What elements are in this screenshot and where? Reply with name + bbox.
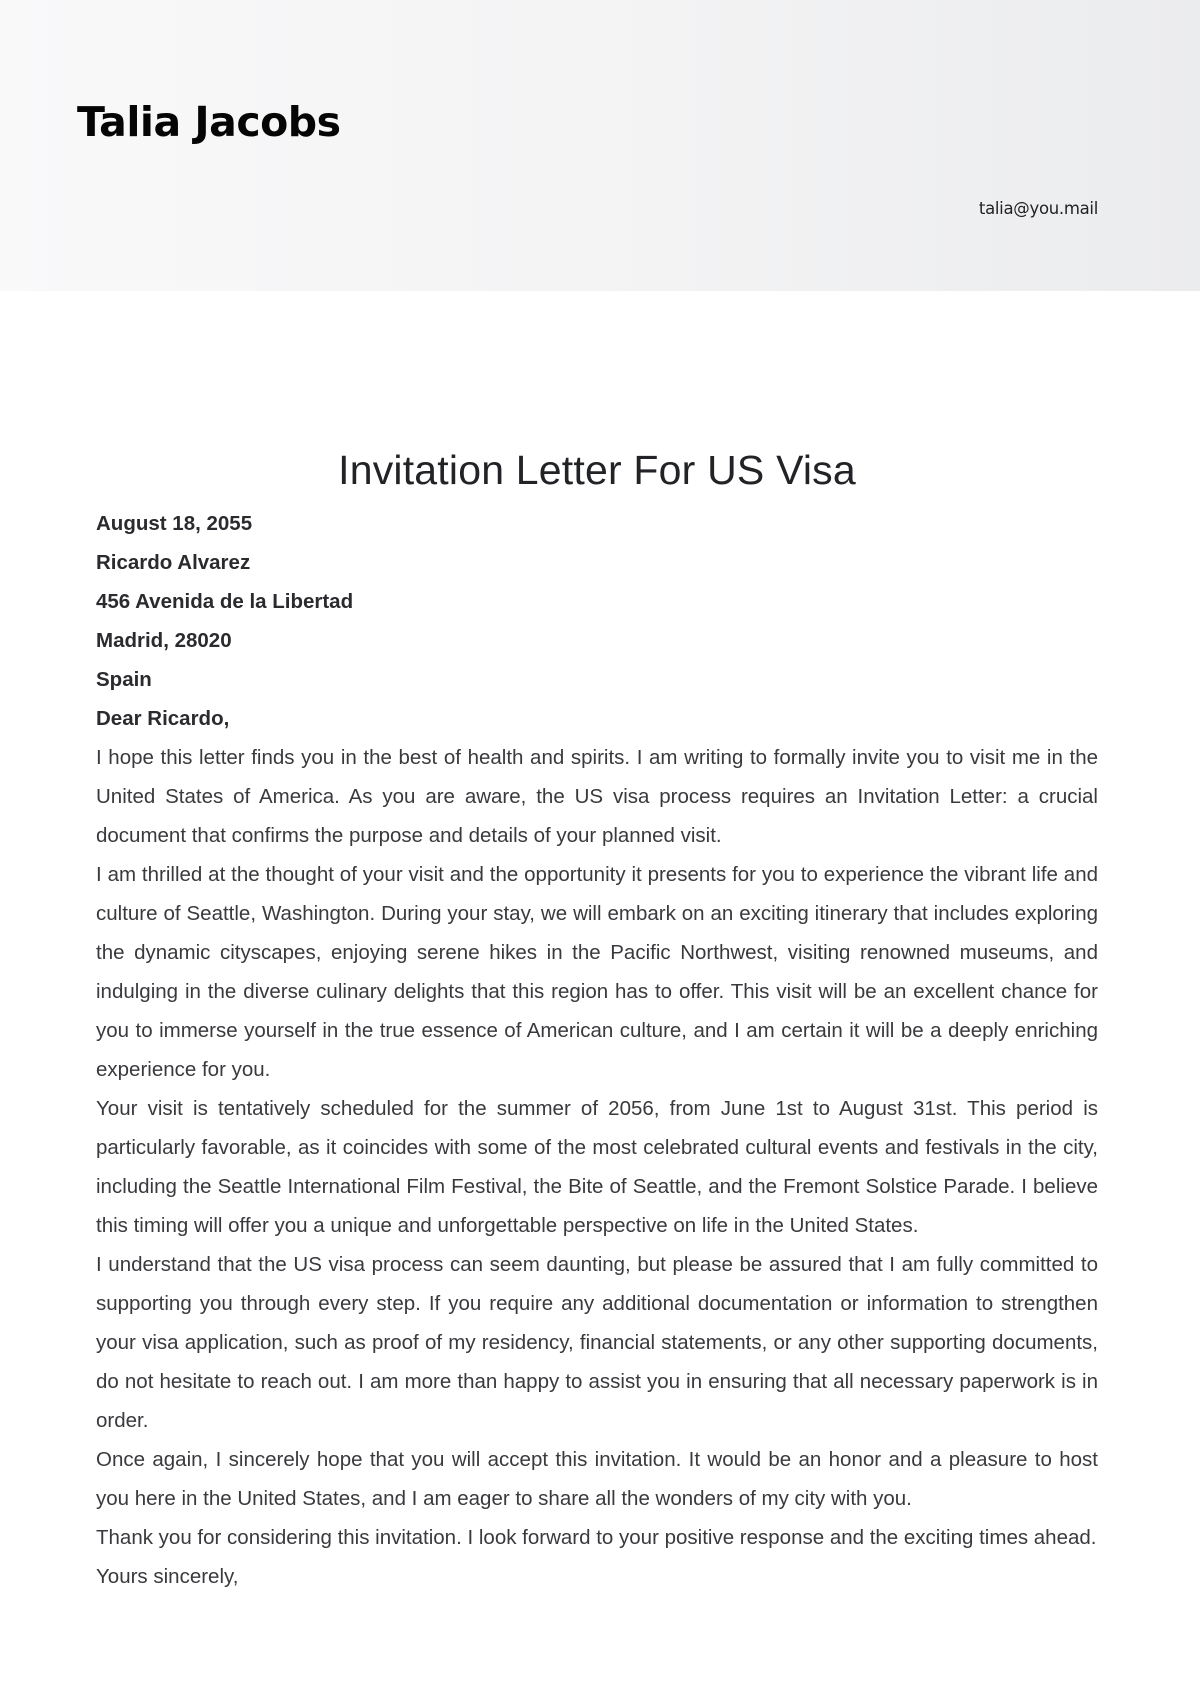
closing: Yours sincerely, (96, 1565, 239, 1588)
letter-body (96, 440, 1098, 1596)
recipient-street: 456 Avenida de la Libertad (96, 590, 354, 613)
paragraph-hope: Once again, I sincerely hope that you will accept this invitation. It would be an honor and a pleasure to host you here in the United States, and I am eager to share all the wonders of my city with you. (96, 1448, 1098, 1510)
paragraph-itinerary: I am thrilled at the thought of your visit and the opportunity it presents for you to experience the vibrant life and culture of Seattle, Washington. During your stay, we will embark on an exciting itinerary that includes exploring the dynamic cityscapes, enjoying serene hikes in the Pacific Northwest, visiting renowned museums, and indulging in the diverse culinary delights that this region has to offer. This visit will be an excellent chance for you to immerse yourself in the true essence of American culture, and I am certain it will be a deeply enriching experience for you. (96, 863, 1098, 1081)
sender-name: Talia Jacobs (77, 98, 341, 146)
paragraph-schedule: Your visit is tentatively scheduled for the summer of 2056, from June 1st to August 31st. This period is particularly favorable, as it coincides with some of the most celebrated cultural events and festivals in the city, including the Seattle International Film Festival, the Bite of Seattle, and the Fremont Solstice Parade. I believe this timing will offer you a unique and unforgettable perspective on life in the United States. (96, 1097, 1098, 1237)
letter-date: August 18, 2055 (96, 512, 253, 535)
recipient-country: Spain (96, 668, 152, 691)
paragraph-intro: I hope this letter finds you in the best of health and spirits. I am writing to formally invite you to visit me in the United States of America. As you are aware, the US visa process requires an Invitation Letter: a crucial document that confirms the purpose and details of your planned visit. (96, 746, 1098, 847)
paragraph-support: I understand that the US visa process can seem daunting, but please be assured that I am fully committed to supporting you through every step. If you require any additional documentation or information to strengthen your visa application, such as proof of my residency, financial statements, or any other supporting documents, do not hesitate to reach out. I am more than happy to assist you in ensuring that all necessary paperwork is in order. (96, 1253, 1098, 1432)
recipient-name: Ricardo Alvarez (96, 551, 251, 574)
letterhead (0, 0, 1200, 291)
letter-title: Invitation Letter For US Visa (338, 447, 856, 493)
paragraph-thanks: Thank you for considering this invitation. I look forward to your positive response and the exciting times ahead. (96, 1526, 1097, 1549)
sender-email: talia@you.mail (978, 199, 1098, 218)
recipient-city: Madrid, 28020 (96, 629, 232, 652)
salutation: Dear Ricardo, (96, 707, 230, 730)
